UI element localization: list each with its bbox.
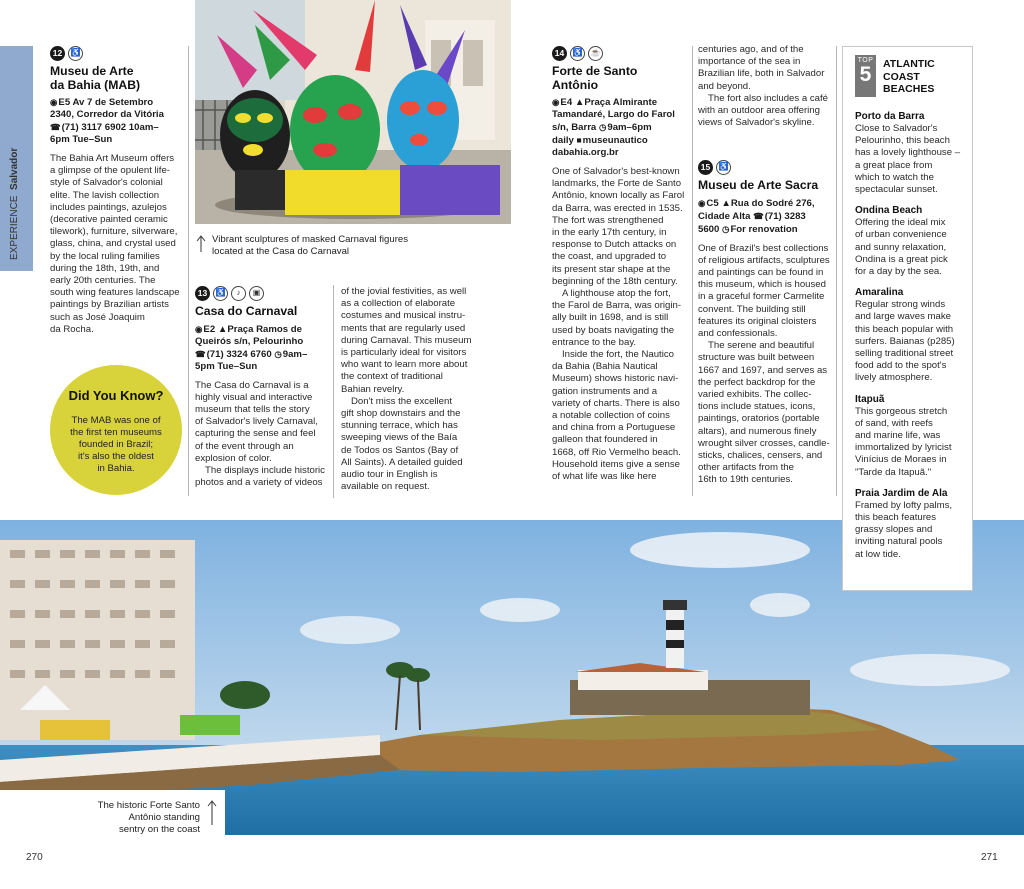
text-line: in the early 17th century, in [552, 227, 667, 239]
text-line: such as José Joaquim [50, 311, 145, 323]
text-line: spectacular sunset. [855, 184, 938, 196]
text-line: sweeping views of the Baía [341, 432, 458, 444]
text-line: and paintings can be found in [698, 266, 824, 278]
text-line: during the 18th, 19th, and [50, 262, 160, 274]
text-line: This gorgeous stretch [855, 405, 948, 417]
text-line: glass, china, and crystal used [50, 238, 176, 250]
text-line: ally built in 1698, and is still [552, 312, 669, 324]
text-line: lively atmosphere. [855, 372, 933, 384]
text-line: of Salvador's lively Carnaval, [195, 416, 318, 428]
text-line: photos and a variety of videos [195, 477, 323, 489]
text-line: The Bahia Art Museum offers [50, 153, 175, 164]
entry-body [552, 166, 686, 288]
top5-badge: TOP 5 [855, 55, 876, 97]
beach-name: Amaralina [855, 287, 904, 299]
shop-icon: ▣ [249, 286, 264, 301]
text-line: The fort also includes a café [708, 92, 828, 104]
text-line: The serene and beautiful [708, 340, 815, 352]
beach-description [855, 217, 961, 278]
top5-title: ATLANTIC COAST BEACHES [883, 58, 935, 95]
text-line: (decorative painted ceramic [50, 214, 168, 226]
text-line: a great place from [855, 159, 933, 171]
entry-number-badge: 14 [552, 46, 567, 61]
entry-museu-de-arte-da-bahia [50, 46, 183, 336]
text-line: as a collection of elaborate [341, 298, 456, 310]
entry-body [552, 288, 686, 349]
text-line: wrought silver crosses, candle- [698, 437, 830, 449]
text-line: of the jovial festivities, as well [341, 286, 467, 297]
text-line: and marine life, was [855, 430, 941, 442]
callout-text [64, 415, 168, 475]
beach-name: Itapuã [855, 393, 885, 405]
clock-icon: ◷ [722, 223, 730, 234]
text-line: of urban convenience [855, 229, 947, 241]
phone-icon: ☎ [195, 348, 206, 359]
text-line: Museum) shows historic navi- [552, 373, 679, 385]
text-line: Pelourinho, this beach [855, 135, 950, 147]
text-line: ments that are regularly used [341, 322, 466, 334]
column-rule [333, 285, 334, 498]
clock-icon: ◷ [598, 122, 607, 132]
text-line: its present star shape at the [552, 263, 671, 275]
beach-description [855, 123, 961, 196]
text-line: importance of the sea in [698, 56, 801, 68]
entry-body [341, 286, 481, 396]
text-line: immortalized by lyricist [855, 442, 952, 454]
text-line: and confessionals. [698, 327, 778, 339]
entry-body [698, 93, 832, 130]
wheelchair-icon: ♿ [68, 46, 83, 61]
text-line: early 20th centuries. The [50, 275, 156, 287]
phone-icon: ☎ [753, 210, 764, 221]
beach-name: Ondina Beach [855, 205, 923, 217]
text-line: other artifacts from the [698, 462, 794, 474]
entry-info: ◉E5 Av 7 de Setembro 2340, Corredor da Vitória ☎(71) 3117 6902 10am– 6pm Tue–Sun [50, 97, 164, 145]
text-line: this museum, which is housed [698, 279, 826, 291]
address-icon: ▲ [217, 323, 228, 335]
text-line: A lighthouse atop the fort, [562, 288, 671, 300]
text-line: capturing the sense and feel [195, 428, 316, 440]
text-line: the Farol de Barra, was origin- [552, 300, 682, 312]
text-line: tilework), furniture, silverware, [50, 226, 178, 238]
entry-body [552, 349, 686, 483]
text-line: surfers. Baianas (p285) [855, 335, 955, 347]
cafe-icon: ☕ [588, 46, 603, 61]
text-line: and china from a Portuguese [552, 422, 676, 434]
entry-museu-de-arte-sacra [698, 160, 832, 487]
text-line: The fort was strengthened [552, 214, 664, 226]
text-line: available on request. [341, 481, 430, 493]
caption-arrow-up-icon [196, 235, 206, 253]
text-line: with an outdoor area offering [698, 105, 820, 117]
entry-number-badge: 13 [195, 286, 210, 301]
text-line: a glimpse of the opulent life- [50, 165, 170, 177]
text-line: Offering the ideal mix [855, 217, 946, 229]
entry-info: ◉E4 ▲Praça Almirante Tamandaré, Largo do Farol s/n, Barra ◷9am–6pm daily ■museunautico dabahia.org.br [552, 97, 675, 158]
text-line: landmarks, the Forte de Santo [552, 178, 682, 190]
text-line: Regular strong winds [855, 299, 946, 311]
text-line: Bahian revelry. [341, 383, 405, 395]
map-pin-icon: ◉ [698, 197, 706, 208]
text-line: Ondina is a great pick [855, 253, 948, 265]
text-line: stunning terrace, which has [341, 420, 458, 432]
entry-info: ◉C5 ▲Rua do Sodré 276, Cidade Alta ☎(71) 3283 5600 ◷For renovation [698, 197, 815, 235]
text-line: which to watch the [855, 171, 934, 183]
text-line: of the event through an [195, 440, 294, 452]
callout-title: Did You Know? [68, 388, 164, 403]
text-line: The displays include historic [205, 464, 325, 476]
text-line: by the local ruling families [50, 250, 160, 262]
entry-info: ◉E2 ▲Praça Ramos de Queirós s/n, Pelourinho ☎(71) 3324 6760 ◷9am– 5pm Tue–Sun [195, 323, 308, 372]
entry-body [195, 380, 328, 465]
caption-arrow-up-icon [207, 800, 217, 826]
entry-body [698, 243, 832, 341]
text-line: "Tarde da Itapuã." [855, 466, 932, 478]
text-line: food add to the spot's [855, 360, 947, 372]
text-line: sticks, chalices, censers, and [698, 449, 823, 461]
text-line: of religious artifacts, sculptures [698, 254, 830, 266]
top5-beaches-box [842, 46, 973, 591]
column-rule [692, 46, 693, 496]
text-line: de Todos os Santos (Bay of [341, 444, 459, 456]
text-line: inviting natural pools [855, 536, 943, 548]
text-line: the first ten museums [70, 427, 162, 438]
map-pin-icon: ◉ [552, 97, 560, 107]
text-line: costumes and musical instru- [341, 310, 466, 322]
text-line: includes paintings, azulejos [50, 201, 167, 213]
wheelchair-icon: ♿ [716, 160, 731, 175]
text-line: this beach popular with [855, 323, 954, 335]
text-line: the perfect backdrop for the [698, 376, 816, 388]
text-line: paintings by Brazilian artists [50, 299, 169, 311]
text-line: in a graceful former Carmelite [698, 291, 825, 303]
beach-list [855, 111, 961, 561]
page-number-left: 270 [26, 852, 43, 863]
text-line: style of Salvador's colonial [50, 177, 163, 189]
entry-casa-do-carnaval [195, 286, 328, 489]
text-line: highly visual and interactive [195, 391, 313, 403]
text-line: grassy slopes and [855, 524, 933, 536]
text-line: 1667 and 1697, and serves as [698, 364, 828, 376]
text-line: gift shop downstairs and the [341, 408, 461, 420]
text-line: One of Brazil's best collections [698, 242, 829, 254]
text-line: da Barra, was erected in 1535. [552, 202, 683, 214]
text-line: and beyond. [698, 80, 751, 92]
beach-description [855, 406, 961, 479]
bottom-photo-caption: The historic Forte Santo Antônio standing sentry on the coast [97, 800, 200, 835]
entry-title: Forte de Santo Antônio [552, 64, 638, 92]
text-line: is particularly ideal for visitors [341, 347, 467, 359]
text-line: Vinícius de Moraes in [855, 454, 947, 466]
text-line: One of Salvador's best-known [552, 166, 680, 177]
page-number-right: 271 [981, 852, 998, 863]
text-line: in Bahia. [97, 463, 135, 474]
carnaval-sculptures-photo [195, 0, 511, 224]
text-line: convent. The building still [698, 303, 806, 315]
beach-name: Praia Jardim de Ala [855, 487, 948, 499]
text-line: gation instruments and a [552, 385, 658, 397]
column-rule [188, 46, 189, 496]
text-line: Close to Salvador's [855, 123, 938, 134]
text-line: All Saints). A detailed guided [341, 456, 463, 468]
clock-icon: ◷ [274, 348, 282, 359]
column-rule [836, 46, 837, 496]
text-line: audio tour in English is [341, 469, 438, 481]
wheelchair-icon: ♿ [213, 286, 228, 301]
entry-title: Museu de Arte da Bahia (MAB) [50, 64, 141, 92]
text-line: Don't miss the excellent [351, 395, 453, 407]
text-line: da Bahia (Bahia Nautical [552, 361, 658, 373]
text-line: tions include statues, icons, [698, 401, 816, 413]
text-line: views of Salvador's skyline. [698, 117, 815, 129]
text-line: it's also the oldest [78, 451, 154, 462]
map-pin-icon: ◉ [195, 323, 203, 334]
beach-description [855, 500, 961, 561]
entry-number-badge: 15 [698, 160, 713, 175]
text-line: paintings, oratorios (portable [698, 413, 820, 425]
top-photo-caption: Vibrant sculptures of masked Carnaval figures located at the Casa do Carnaval [212, 234, 409, 257]
text-line: of what life was like here [552, 471, 657, 483]
text-line: The MAB was one of [71, 415, 161, 426]
web-icon: ■ [576, 135, 582, 145]
text-line: structure was built between [698, 352, 815, 364]
entry-title: Museu de Arte Sacra [698, 178, 819, 192]
text-line: and large waves make [855, 311, 951, 323]
text-line: who want to learn more about [341, 359, 468, 371]
entry-body [50, 153, 183, 336]
text-line: Framed by lofty palms, [855, 499, 953, 511]
entry-body [698, 340, 832, 486]
entry-casa-do-carnaval-continued [341, 286, 481, 493]
text-line: museum that tells the story [195, 403, 310, 415]
text-line: and sunny relaxation, [855, 241, 947, 253]
text-line: Inside the fort, the Nautico [562, 349, 674, 361]
text-line: da Rocha. [50, 323, 94, 335]
text-line: a notable collection of coins [552, 410, 670, 422]
text-line: of sand, with reefs [855, 417, 933, 429]
text-line: explosion of color. [195, 452, 272, 464]
text-line: this beach features [855, 512, 937, 524]
text-line: during Carnaval. This museum [341, 334, 472, 346]
text-line: varied exhibits. The collec- [698, 388, 812, 400]
entry-body [341, 396, 481, 494]
text-line: altars), and numerous finely [698, 425, 817, 437]
audio-tour-icon: ♪ [231, 286, 246, 301]
text-line: features its original cloisters [698, 315, 817, 327]
text-line: selling traditional street [855, 348, 954, 360]
text-line: the coast, and upgraded to [552, 251, 667, 263]
text-line: variety of charts. There is also [552, 397, 680, 409]
entry-forte-continued [698, 44, 832, 129]
entry-title: Casa do Carnaval [195, 304, 298, 318]
address-icon: ▲ [721, 197, 731, 209]
text-line: galleon that foundered in [552, 434, 658, 446]
text-line: used by boats navigating the [552, 324, 675, 336]
text-line: 1668, off Rio Vermelho beach. [552, 446, 681, 458]
text-line: Antônio, known locally as Farol [552, 190, 685, 202]
address-icon: ▲ [574, 97, 585, 108]
text-line: for a day by the sea. [855, 266, 942, 278]
text-line: response to Dutch attacks on [552, 239, 677, 251]
text-line: 16th to 19th centuries. [698, 474, 793, 486]
text-line: Brazilian life, both in Salvador [698, 68, 825, 80]
wheelchair-icon: ♿ [570, 46, 585, 61]
entry-number-badge: 12 [50, 46, 65, 61]
text-line: The Casa do Carnaval is a [195, 379, 309, 391]
did-you-know-callout [50, 365, 182, 495]
entry-body [195, 465, 328, 489]
text-line: south wing features landscape [50, 287, 180, 299]
beach-name: Porto da Barra [855, 111, 925, 122]
text-line: beginning of the 18th century. [552, 275, 678, 287]
beach-description [855, 299, 961, 384]
section-label: EXPERIENCE Salvador [9, 147, 20, 260]
map-pin-icon: ◉ [50, 97, 58, 107]
text-line: entrance to the bay. [552, 336, 637, 348]
entry-forte-de-santo-antonio [552, 46, 686, 483]
phone-icon: ☎ [50, 122, 61, 132]
text-line: elite. The lavish collection [50, 189, 160, 201]
text-line: at low tide. [855, 548, 901, 560]
text-line: centuries ago, and of the [698, 44, 804, 55]
text-line: has a lovely lighthouse – [855, 147, 961, 159]
text-line: Household items give a sense [552, 458, 680, 470]
entry-body [698, 44, 832, 93]
text-line: the context of traditional [341, 371, 443, 383]
text-line: founded in Brazil; [78, 439, 154, 450]
